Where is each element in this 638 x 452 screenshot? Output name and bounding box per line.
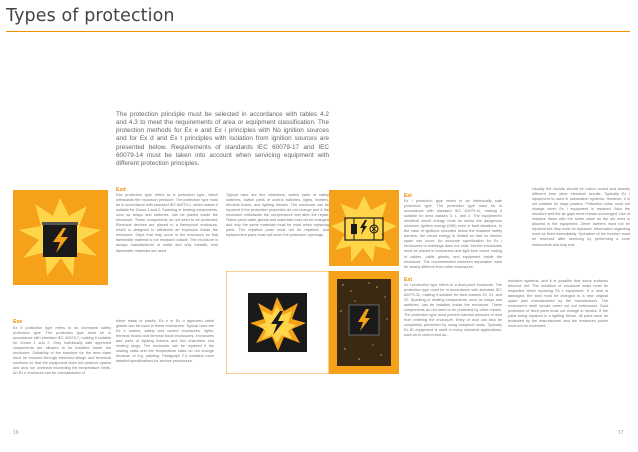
exi-text-col2: Usually the circuits should be colour coded and visually different from other electrical circuits. Typically Ex i equipment is used in automation systems. However, it is not suitable for large powers. Protection class must not change when Ex i equipment is repaired. Also the structure and the air gaps must remain unchanged. Use of resistive fuses with the same value as the old ones is allowed in the equipment. Zener barriers must not be repaired but they must be replaced. Information regarding must be fixed immediately. Operation of the function must be reserved after servicing by performing a zone instruments and loop test. <box>532 187 630 247</box>
exd-text-col2: Typical uses are flux chambers, switch parts of safety switches, switch parts of control switches, lights, heaters, terminal boxes, and lighting fixtures. The enclosure can be repaired if the protection properties do not change and if the enclosure withstands the overpressure test after the repair. Flame proof cable glands and materials must not be changed and only the same materials must be used when replacing parts. The repaired parts must not be repaired, and replacement parts must not cover the protection openings. <box>226 193 329 238</box>
exi-heading: Exi <box>404 193 412 199</box>
exd-heading: Exd <box>116 187 126 193</box>
exe-illustration <box>226 271 329 374</box>
exd-text-col1: Exd protection type refers to a protection type, which withstands the explosion pressure. The protection type must be in accordance with standard IEC 60079-1, which makes it suitable for Zones 1 and 2. Sparking or heating components, such as relays and switches, can be placed inside the enclosure. These components do not need to be protected. Electrical devices are placed in a flameproof enclosure, which is designed to withstand an explosion inside the enclosure. Gaps that may occur in the enclosure so that flammable material is not released outside. The enclosure is always manufactured of metal and only metallic, less flammable materials are used. <box>116 193 218 253</box>
exd-illustration <box>13 190 108 285</box>
exe-text-col2: either metal or plastic. Ex e or Ex d approved cable glands can be used in these enclosures. Typical uses are Ex e motors, safety and control enclosures, lights, terminal blocks and terminal block enclosures, enclosures and parts of lighting fixtures and flux chambers and heating plugs. The enclosure can be repaired if the sealing class and the temperature class do not change because of e.g. painting. Paragraph 2.4 contains more detailed specifications for service procedures. <box>116 319 214 364</box>
exi-illustration <box>329 190 399 266</box>
ext-heading: Ext <box>404 277 413 283</box>
ext-text-col2: tomation systems, and it is possible that some surfaces become hot. The condition of enclosure seals must be inspected when repairing Ex t equipment. If a seal is damaged, the seal must be changed to a new original spare part manufactured by the manufacturer. The enclosure's shell should never cut out extensions. Dust protection of fixed parts must not change in repairs. If the parts being repaired is a lighting fixture, all parts must be protected by the manufacturer and the maximum power must not be exceeded. <box>508 279 608 329</box>
page-title: Types of protection <box>6 6 175 26</box>
exi-text-col1: Ex i protection type refers to an intrinsically safe protection type. The protection type must be in accordance with standard IEC 60079-11, making it suitable for area classes 0, 1, and 2. The equipment's electrical circuit energy must be below the dangerous minimum ignition energy (MIE) even in fault situations. In the case of ignitions recorded below the installed safety barriers, the circuit energy is limited so that no electric spark can occur. An accurate specification for Ex i enclosures or markings does not exist, but the enclosures must be placed in enclosures and light blue colour coding of cables, cable glands, and equipment inside the enclosure. The recommended minimum separation must be clearly different from other enclosures. <box>404 199 502 269</box>
ext-text-col1: Ex t protection type refers to a dust-proof enclosure. The protection type must be in accordance with standard IEC 60079-31, making it suitable for area classes 20, 21, and 22. Sparking or heating components, such as relays and switches, can be installed inside the enclosure. These components do not need to be protected by other means. The protection type must prevent harmful amounts of dust from entering the enclosure. Entry of dust can also be completely prevented by using dustproof seals. Typically Ex tD equipment is used in many industrial applications, such as in control and au- <box>404 283 502 338</box>
exe-heading: Exe <box>13 319 23 325</box>
ext-illustration <box>329 271 399 374</box>
left-page-number: 16 <box>13 430 19 436</box>
title-divider <box>6 31 630 32</box>
exe-text-col1: Ex e protection type refers to an increased safety protection type. The protection type must be in accordance with standard IEC 60079-7, making it suitable for Zones 1 and 2. Only individually safe approved components are allowed to be installed inside the enclosure. Suitability of the structure for the area class must be ensured through electrical design and technical solutions so that the equipment does not produce sparks and arcs nor overheat exceeding the temperature limits. An Ex e enclosure can be manufactured of <box>13 326 111 376</box>
intro-paragraph: The protection principle must be selected in accordance with tables 4.2 and 4.3 to meet the requirements of area or equipment classification. The protection methods for Ex e and Ex i principles with No ignition sources and for Ex d and Ex t principles with Isolation from ignition sources are presented below. Requirements of standards IEC 60079-17 and IEC 60079-14 must be taken into account when servicing equipment with different protection principles. <box>116 111 329 167</box>
right-page-number: 17 <box>618 430 624 436</box>
